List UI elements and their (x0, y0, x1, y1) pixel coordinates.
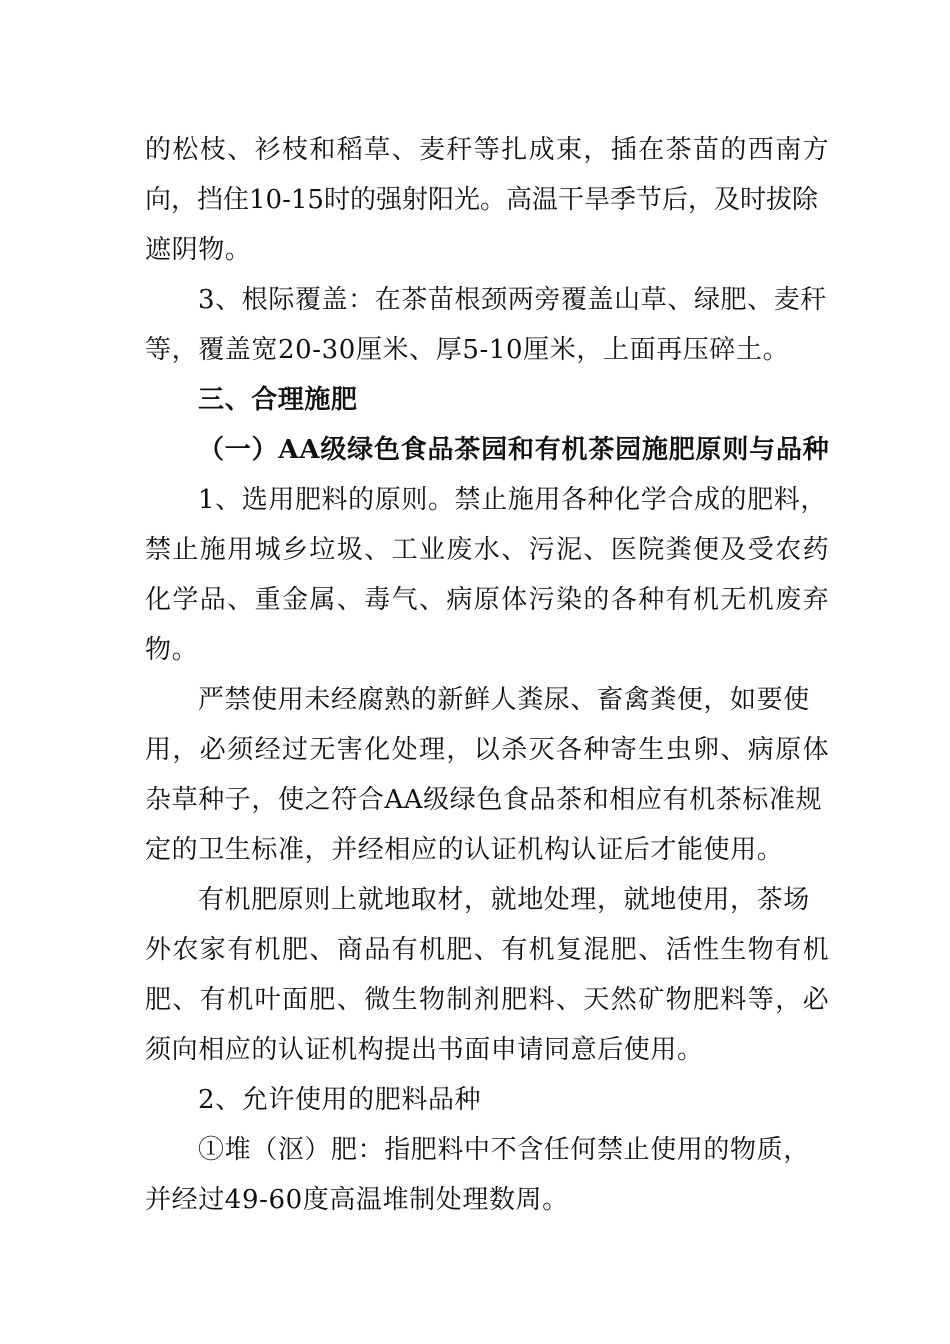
paragraph-line: 禁止施用城乡垃圾、工业废水、污泥、医院粪便及受农药 (145, 535, 831, 565)
paragraph-line: 向，挡住10-15时的强射阳光。高温干旱季节后，及时拔除 (145, 185, 818, 215)
paragraph-line: 2、允许使用的肥料品种 (198, 1085, 482, 1115)
section-heading: 三、合理施肥 (198, 385, 358, 415)
paragraph-line: 的松枝、衫枝和稻草、麦秆等扎成束，插在茶苗的西南方 (145, 135, 831, 165)
paragraph-line: 严禁使用未经腐熟的新鲜人粪尿、畜禽粪便，如要使 (198, 685, 810, 715)
paragraph-line: 化学品、重金属、毒气、病原体污染的各种有机无机废弃 (145, 585, 831, 615)
paragraph-line: 等，覆盖宽20-30厘米、厚5-10厘米，上面再压碎土。 (145, 335, 790, 365)
paragraph-line: 3、根际覆盖：在茶苗根颈两旁覆盖山草、绿肥、麦秆 (198, 285, 827, 315)
paragraph-line: 物。 (145, 635, 199, 665)
paragraph-line: ①堆（沤）肥：指肥料中不含任何禁止使用的物质， (198, 1135, 810, 1165)
paragraph-line: 杂草种子，使之符合AA级绿色食品茶和相应有机茶标准规 (145, 785, 823, 815)
paragraph-line: 1、选用肥料的原则。禁止施用各种化学合成的肥料， (198, 485, 827, 515)
paragraph-line: 肥、有机叶面肥、微生物制剂肥料、天然矿物肥料等，必 (145, 985, 831, 1015)
paragraph-line: 须向相应的认证机构提出书面申请同意后使用。 (145, 1035, 704, 1065)
paragraph-line: 遮阴物。 (145, 235, 252, 265)
paragraph-line: 用，必须经过无害化处理，以杀灭各种寄生虫卵、病原体 (145, 735, 831, 765)
paragraph-line: 外农家有机肥、商品有机肥、有机复混肥、活性生物有机 (145, 935, 831, 965)
paragraph-line: 有机肥原则上就地取材，就地处理，就地使用，茶场 (198, 885, 810, 915)
paragraph-line: 并经过49-60度高温堆制处理数周。 (145, 1185, 569, 1215)
paragraph-line: 定的卫生标准，并经相应的认证机构认证后才能使用。 (145, 835, 784, 865)
subsection-heading: （一）AA级绿色食品茶园和有机茶园施肥原则与品种 (198, 435, 830, 465)
